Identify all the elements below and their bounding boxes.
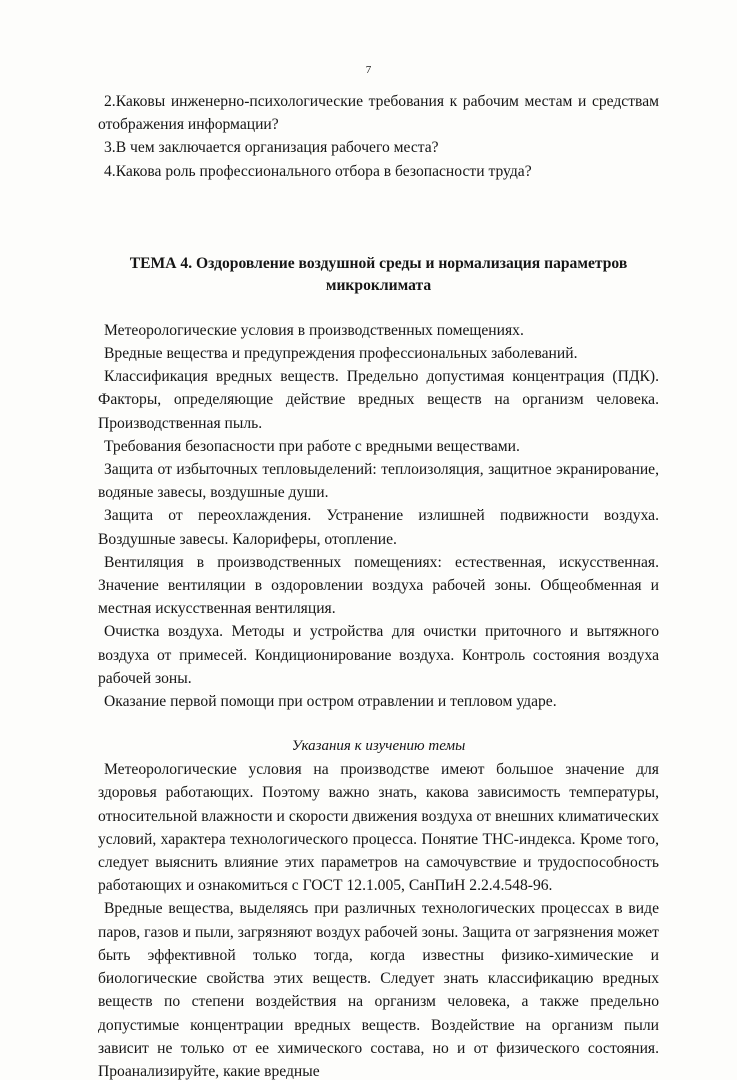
topic-outline	[98, 319, 659, 713]
topic-item: Классификация вредных веществ. Предельно допустимая концентрация (ПДК). Факторы, определяющие действие вредных веществ на организм человека. Производственная пыль.	[98, 368, 659, 432]
topic-item: Очистка воздуха. Методы и устройства для очистки приточного и вытяжного воздуха от примесей. Кондиционирование воздуха. Контроль состояния воздуха рабочей зоны.	[98, 623, 659, 687]
instructions-paragraph: Вредные вещества, выделяясь при различных технологических процессах в виде паров, газов и пыли, загрязняют воздух рабочей зоны. Защита от загрязнения может быть эффективной только тогда, когда известны физико-химические и биологические свойства этих веществ. Следует знать классификацию вредных веществ по степени воздействия на организм человека, а также предельно допустимые концентрации вредных веществ. Воздействие на организм пыли зависит не только от ее химического состава, но и от физического состояния. Проанализируйте, какие вредные	[98, 900, 659, 1080]
instructions-paragraph: Метеорологические условия на производстве имеют большое значение для здоровья работающих. Поэтому важно знать, какова зависимость температуры, относительной влажности и скорости движения воздуха от внешних климатических условий, характера технологического процесса. Понятие ТНС-индекса. Кроме того, следует выяснить влияние этих параметров на самочувствие и трудоспособность работающих и ознакомиться с ГОСТ 12.1.005, СанПиН 2.2.4.548-96.	[98, 761, 659, 895]
topic-title: ТЕМА 4. Оздоровление воздушной среды и нормализация параметров микроклимата	[129, 254, 628, 294]
topic-item: Вентиляция в производственных помещениях: естественная, искусственная. Значение вентиляции в оздоровлении воздуха рабочей зоны. Общеобменная и местная искусственная вентиляция.	[98, 553, 659, 618]
question-item: 3.В чем заключается организация рабочего места?	[104, 139, 439, 157]
topic-item: Метеорологические условия в производственных помещениях.	[104, 321, 524, 339]
topic-item: Вредные вещества и предупреждения профессиональных заболеваний.	[104, 345, 578, 363]
topic-item: Требования безопасности при работе с вредными веществами.	[104, 437, 520, 455]
question-item: 4.Какова роль профессионального отбора в безопасности труда?	[104, 162, 532, 180]
page-content	[98, 90, 659, 1083]
topic-item: Оказание первой помощи при остром отравлении и тепловом ударе.	[104, 693, 557, 711]
page-number: 7	[365, 64, 372, 76]
instructions-heading: Указания к изучению темы	[291, 738, 466, 755]
topic-item: Защита от избыточных тепловыделений: теплоизоляция, защитное экранирование, водяные завесы, воздушные души.	[98, 461, 659, 502]
question-item: 2.Каковы инженерно-психологические требования к рабочим местам и средствам отображения информации?	[98, 93, 659, 134]
topic-item: Защита от переохлаждения. Устранение излишней подвижности воздуха. Воздушные завесы. Калориферы, отопление.	[98, 507, 659, 548]
question-list	[98, 90, 659, 183]
instructions-body	[98, 758, 659, 1083]
